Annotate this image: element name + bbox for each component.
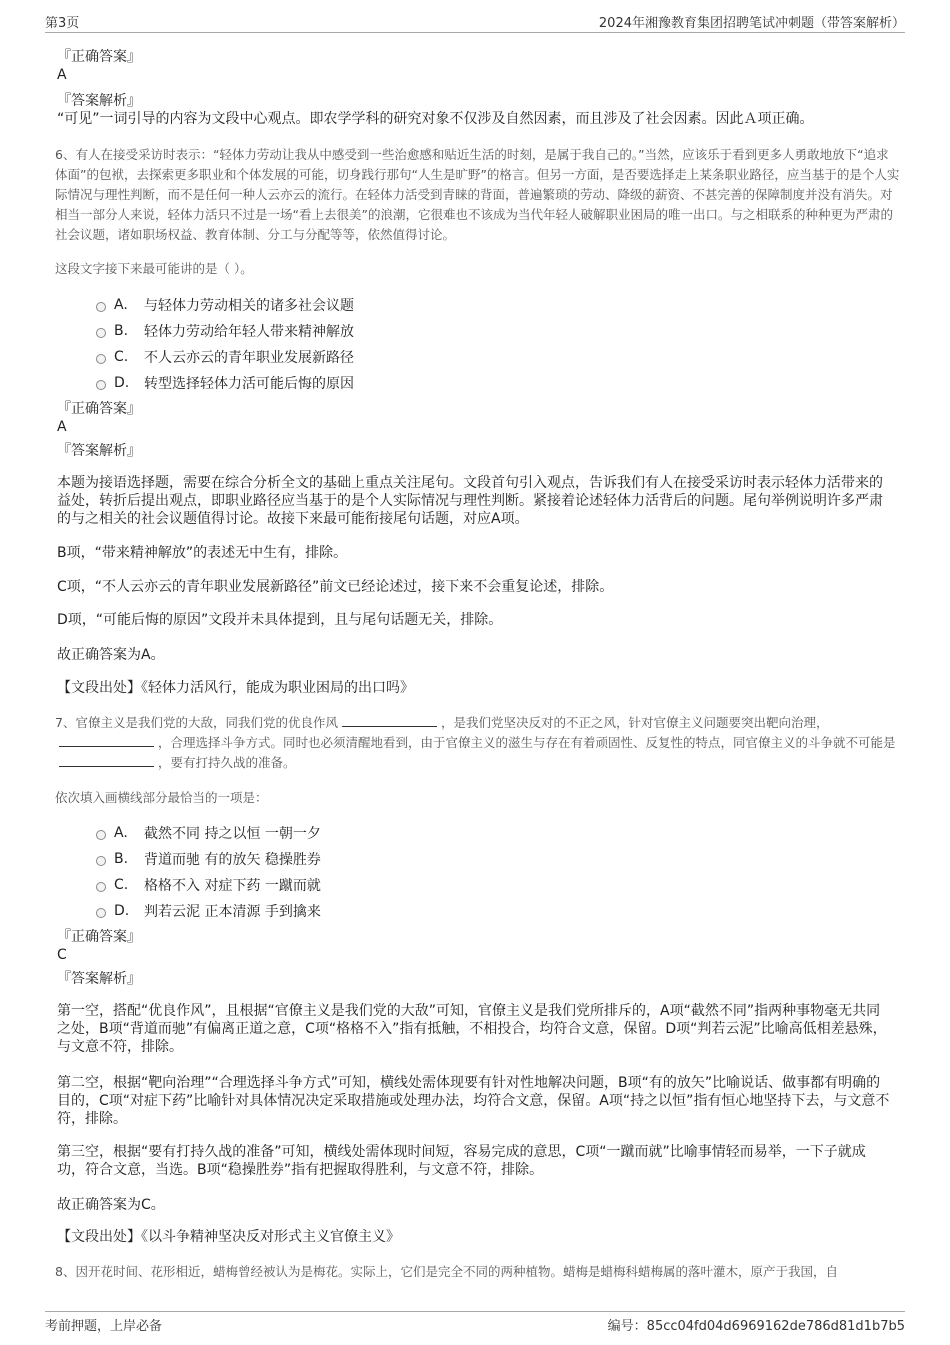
source-citation: 【文段出处】《以斗争精神坚决反对形式主义官僚主义》 bbox=[57, 1229, 400, 1245]
footer-divider bbox=[45, 1311, 905, 1312]
analysis-label: 『答案解析』 bbox=[57, 93, 141, 109]
radio-icon[interactable] bbox=[96, 328, 106, 338]
blank-1 bbox=[342, 714, 437, 727]
radio-icon[interactable] bbox=[96, 302, 106, 312]
radio-icon[interactable] bbox=[96, 354, 106, 364]
answer-label: 『正确答案』 bbox=[57, 49, 141, 65]
option-b[interactable]: B. 轻体力劳动给年轻人带来精神解放 bbox=[96, 321, 354, 341]
analysis-conclusion: 故正确答案为C。 bbox=[57, 1197, 165, 1213]
analysis-paragraph: B项，“带来精神解放”的表述无中生有，排除。 bbox=[57, 545, 348, 561]
answer-value: A bbox=[57, 419, 67, 435]
analysis-paragraph: 第三空，根据“要有打持久战的准备”可知，横线处需体现时间短，容易完成的意思，C项“一蹴而就”比喻事情轻而易举，一下子就成功，符合文意，当选。B项“稳操胜券”指有把握取得胜利，与文意不符，排除。 bbox=[57, 1144, 866, 1178]
analysis-label: 『答案解析』 bbox=[57, 971, 141, 987]
question-7-prompt: 依次填入画横线部分最恰当的一项是： bbox=[55, 790, 268, 805]
answer-value: A bbox=[57, 67, 67, 83]
option-c[interactable]: C. 格格不入 对症下药 一蹴而就 bbox=[96, 875, 321, 895]
option-b[interactable]: B. 背道而驰 有的放矢 稳操胜券 bbox=[96, 849, 321, 869]
radio-icon[interactable] bbox=[96, 830, 106, 840]
option-a[interactable]: A. 截然不同 持之以恒 一朝一夕 bbox=[96, 823, 321, 843]
analysis-label: 『答案解析』 bbox=[57, 443, 141, 459]
answer-label: 『正确答案』 bbox=[57, 929, 141, 945]
analysis-paragraph: 第一空，搭配“优良作风”，且根据“官僚主义是我们党的大敌”可知，官僚主义是我们党所排斥的，A项“截然不同”指两种事物毫无共同之处，B项“背道而驰”有偏离正道之意，C项“格格不入”指有抵触，不相投合，均符合文意，保留。D项“判若云泥”比喻高低相差悬殊，与文意不符，排除。 bbox=[57, 1003, 887, 1055]
analysis-paragraph: 第二空，根据“靶向治理”“合理选择斗争方式”可知，横线处需体现要有针对性地解决问题，B项“有的放矢”比喻说话、做事都有明确的目的，C项“对症下药”比喻针对具体情况决定采取措施或处理办法，均符合文意，保留。A项“持之以恒”指有恒心地坚持下去，与文意不符，排除。 bbox=[57, 1075, 890, 1127]
radio-icon[interactable] bbox=[96, 856, 106, 866]
option-d[interactable]: D. 判若云泥 正本清源 手到擒来 bbox=[96, 901, 321, 921]
option-a[interactable]: A. 与轻体力劳动相关的诸多社会议题 bbox=[96, 295, 354, 315]
question-6-text: 6、有人在接受采访时表示：“轻体力劳动让我从中感受到一些治愈感和贴近生活的时刻，是属于我自己的。”当然，应该乐于看到更多人勇敢地放下“追求体面”的包袱，去探索更多职业和个体发展的可能，切身践行那句“人生是旷野”的格言。但另一方面，是否要选择走上某条职业路径，应当基于的是个人实际情况与理性判断，而不是任何一种人云亦云的流行。在轻体力活受到青睐的背面，普遍繁琐的劳动、降级的薪资、不甚完善的保障制度并没有消失。对相当一部分人来说，轻体力活只不过是一场“看上去很美”的浪潮，它很难也不该成为当代年轻人破解职业困局的唯一出口。与之相联系的种种更为严肃的社会议题，诸如职场权益、教育体制、分工与分配等等，依然值得讨论。 bbox=[55, 147, 900, 242]
option-c[interactable]: C. 不人云亦云的青年职业发展新路径 bbox=[96, 347, 354, 367]
answer-value: C bbox=[57, 947, 67, 963]
page-number: 第3页 bbox=[45, 16, 80, 31]
footer-slogan: 考前押题，上岸必备 bbox=[45, 1319, 163, 1334]
option-d[interactable]: D. 转型选择轻体力活可能后悔的原因 bbox=[96, 373, 354, 393]
question-7-text: 7、官僚主义是我们党的大敌，同我们党的优良作风 ，是我们党坚决反对的不正之风，针对官僚主义问题要突出靶向治理，，合理选择斗争方式。同时也必须清醒地看到，由于官僚主义的滋生与存在有着顽固性、反复性的特点，同官僚主义的斗争就不可能是，要有打持久战的准备。 bbox=[55, 715, 896, 770]
analysis-paragraph: 本题为接语选择题，需要在综合分析全文的基础上重点关注尾句。文段首句引入观点，告诉我们有人在接受采访时表示轻体力活带来的益处，转折后提出观点，即职业路径应当基于的是个人实际情况与理性判断。紧接着论述轻体力活背后的问题。尾句举例说明许多严肃的与之相关的社会议题值得讨论。故接下来最可能衔接尾句话题，对应A项。 bbox=[57, 475, 883, 527]
analysis-paragraph: C项，“不人云亦云的青年职业发展新路径”前文已经论述过，接下来不会重复论述，排除。 bbox=[57, 579, 614, 595]
analysis-paragraph: D项，“可能后悔的原因”文段并未具体提到，且与尾句话题无关，排除。 bbox=[57, 612, 503, 628]
question-8-text: 8、因开花时间、花形相近，蜡梅曾经被认为是梅花。实际上，它们是完全不同的两种植物。蜡梅是蜡梅科蜡梅属的落叶灌木，原产于我国，自 bbox=[55, 1264, 838, 1279]
radio-icon[interactable] bbox=[96, 380, 106, 390]
document-id: 编号：85cc04fd04d6969162de786d81d1b7b5 bbox=[607, 1319, 905, 1334]
radio-icon[interactable] bbox=[96, 908, 106, 918]
radio-icon[interactable] bbox=[96, 882, 106, 892]
analysis-conclusion: 故正确答案为A。 bbox=[57, 647, 165, 663]
blank-2 bbox=[59, 734, 154, 747]
analysis-text: “可见”一词引导的内容为文段中心观点。即农学学科的研究对象不仅涉及自然因素，而且涉及了社会因素。因此Ａ项正确。 bbox=[57, 111, 814, 127]
header-divider bbox=[45, 32, 905, 33]
answer-label: 『正确答案』 bbox=[57, 401, 141, 417]
question-6-prompt: 这段文字接下来最可能讲的是（ ）。 bbox=[55, 261, 253, 276]
blank-3 bbox=[59, 754, 154, 767]
source-citation: 【文段出处】《轻体力活风行，能成为职业困局的出口吗》 bbox=[57, 680, 414, 696]
document-title: 2024年湘豫教育集团招聘笔试冲刺题（带答案解析） bbox=[598, 16, 905, 31]
